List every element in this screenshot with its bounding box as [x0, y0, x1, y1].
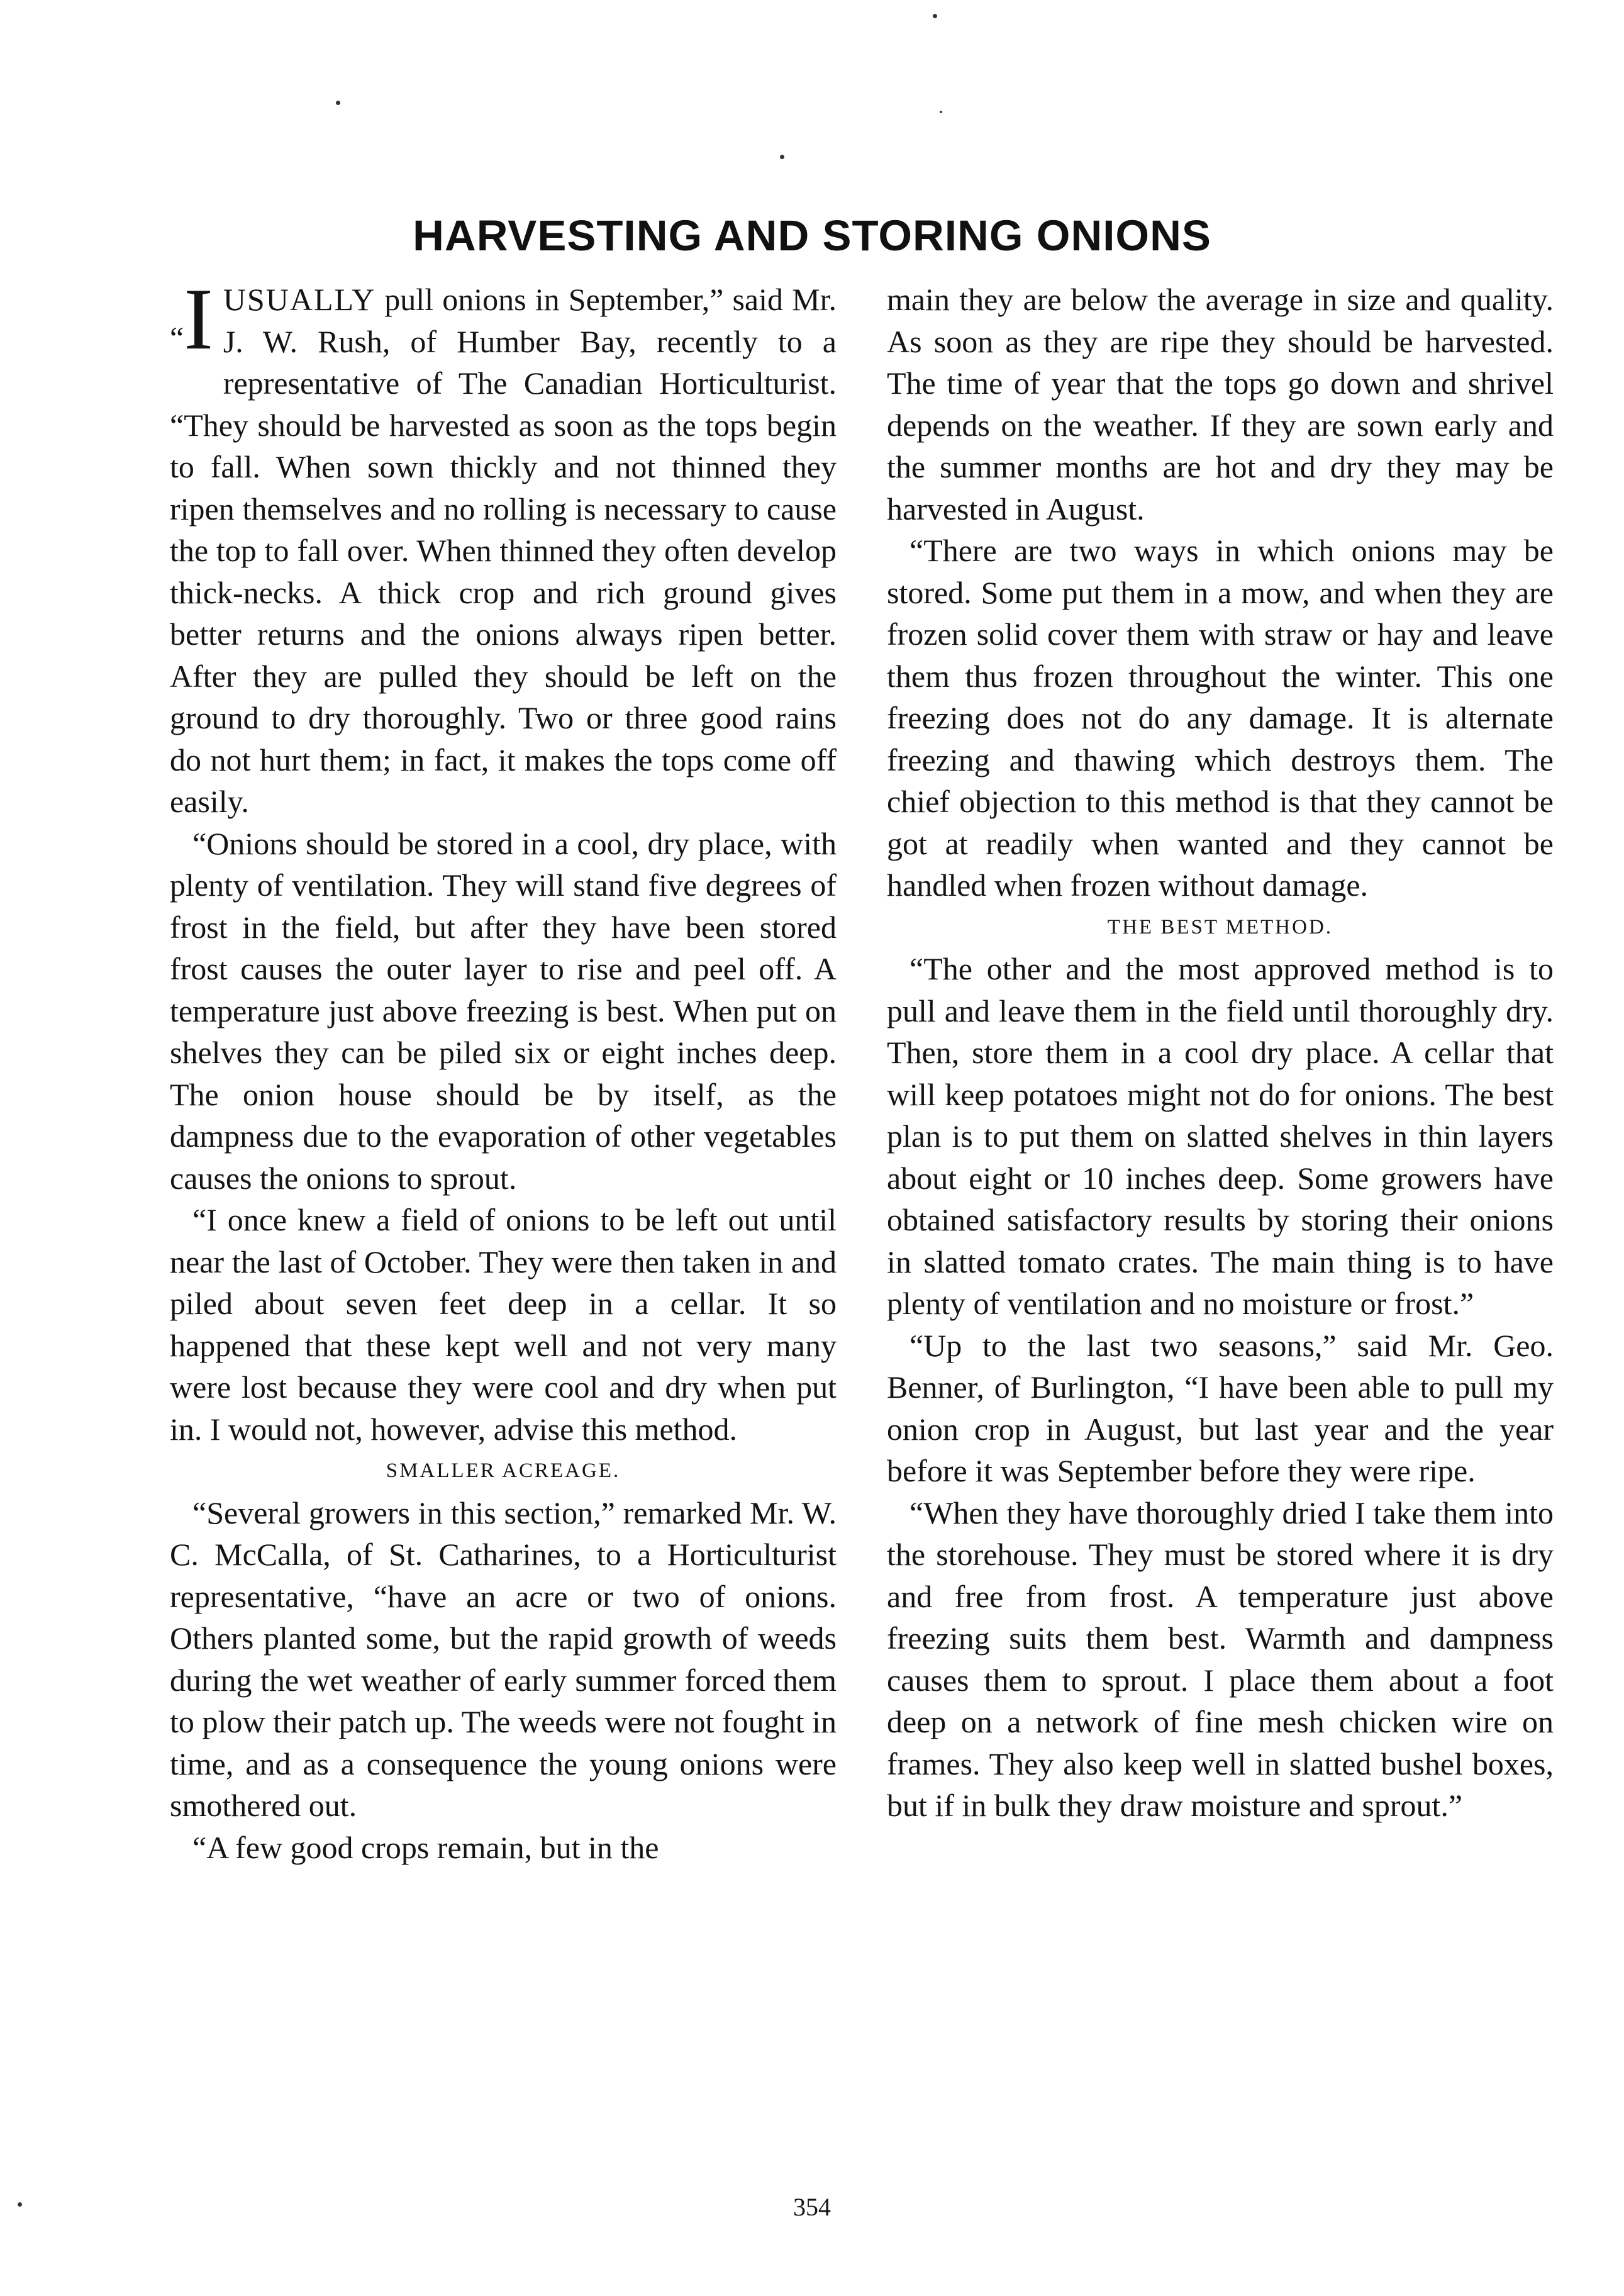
scan-speck	[940, 111, 942, 113]
scan-speck	[933, 14, 937, 18]
drop-cap	[170, 270, 223, 375]
right-column	[887, 279, 1554, 1827]
drop-cap-quote: “	[170, 320, 184, 355]
drop-cap-letter: I	[184, 270, 213, 368]
paragraph: “When they have thoroughly dried I take them into the storehouse. They must be stored where it is dry and free from frost. A temperature just above freezing suits them best. Warmth and dampness causes them to sprout. I place them about a foot deep on a network of fine mesh chicken wire on frames. They also keep well in slatted bushel boxes, but if in bulk they draw moisture and sprout.”	[887, 1495, 1554, 1823]
paragraph: “Onions should be stored in a cool, dry place, with plenty of ventilation. They will stand five degrees of frost in the field, but after they have been stored frost causes the outer layer to rise and peel off. A temperature just above freezing is best. When put on shelves they can be piled six or eight inches deep. The onion house should be by itself, as the dampness due to the evaporation of other vegetables causes the onions to sprout.	[170, 825, 837, 1196]
article-title: HARVESTING AND STORING ONIONS	[413, 211, 1211, 260]
paragraph: “Several growers in this section,” remarked Mr. W. C. McCalla, of St. Catharines, to a Horticulturist representative, “have an acre or two of onions. Others planted some, but the rapid growth of weeds during the wet weather of early summer forced them to plow their patch up. The weeds were not fought in time, and as a consequence the young onions were smothered out.	[170, 1495, 837, 1823]
paragraph-intro	[170, 270, 837, 823]
paragraph: “Up to the last two seasons,” said Mr. Geo. Benner, of Burlington, “I have been able to pull my onion crop in August, but last year and the year before it was September before they were ripe.	[887, 1327, 1554, 1488]
paragraph-intro-text: pull onions in September,” said Mr. J. W. Rush, of Humber Bay, recently to a representative of The Canadian Horticulturist. “They should be harvested as soon as the tops begin to fall. When sown thickly and not thinned they ripen themselves and no rolling is necessary to cause the top to fall over. When thinned they often develop thick-necks. A thick crop and rich ground gives better returns and the onions always ripen better. After they are pulled they should be left on the ground to dry thoroughly. Two or three good rains do not hurt them; in fact, it makes the tops come off easily.	[170, 282, 837, 819]
left-column	[170, 270, 837, 1868]
section-heading-best-method: THE BEST METHOD.	[1107, 915, 1333, 939]
paragraph: “The other and the most approved method is to pull and leave them in the field until thoroughly dry. Then, store them in a cool dry place. A cellar that will keep potatoes might not do for onions. The best plan is to put them on slatted shelves in thin layers about eight or 10 inches deep. Some growers have obtained satisfactory results by storing their onions in slatted tomato crates. The main thing is to have plenty of ventilation and no moisture or frost.”	[887, 951, 1554, 1321]
paragraph: “I once knew a field of onions to be left out until near the last of October. They were then taken in and piled about seven feet deep in a cellar. It so happened that these kept well and not very many were lost because they were cool and dry when put in. I would not, however, advise this method.	[170, 1202, 837, 1447]
scan-speck	[780, 155, 784, 159]
scan-speck	[336, 101, 340, 105]
page-number: 354	[793, 2193, 831, 2221]
paragraph-continued: main they are below the average in size and quality. As soon as they are ripe they should be harvested. The time of year that the tops go down and shrivel depends on the weather. If they are sown early and the summer months are hot and dry they may be harvested in August.	[887, 282, 1554, 527]
section-heading-smaller-acreage: SMALLER ACREAGE.	[386, 1459, 621, 1482]
first-word: USUALLY	[223, 282, 376, 317]
paragraph: “A few good crops remain, but in the	[192, 1829, 659, 1865]
paragraph: “There are two ways in which onions may be stored. Some put them in a mow, and when they are frozen solid cover them with straw or hay and leave them thus frozen throughout the winter. This one freezing does not do any damage. It is alternate freezing and thawing which destroys them. The chief objection to this method is that they cannot be got at readily when wanted and they cannot be handled when frozen without damage.	[887, 533, 1554, 903]
